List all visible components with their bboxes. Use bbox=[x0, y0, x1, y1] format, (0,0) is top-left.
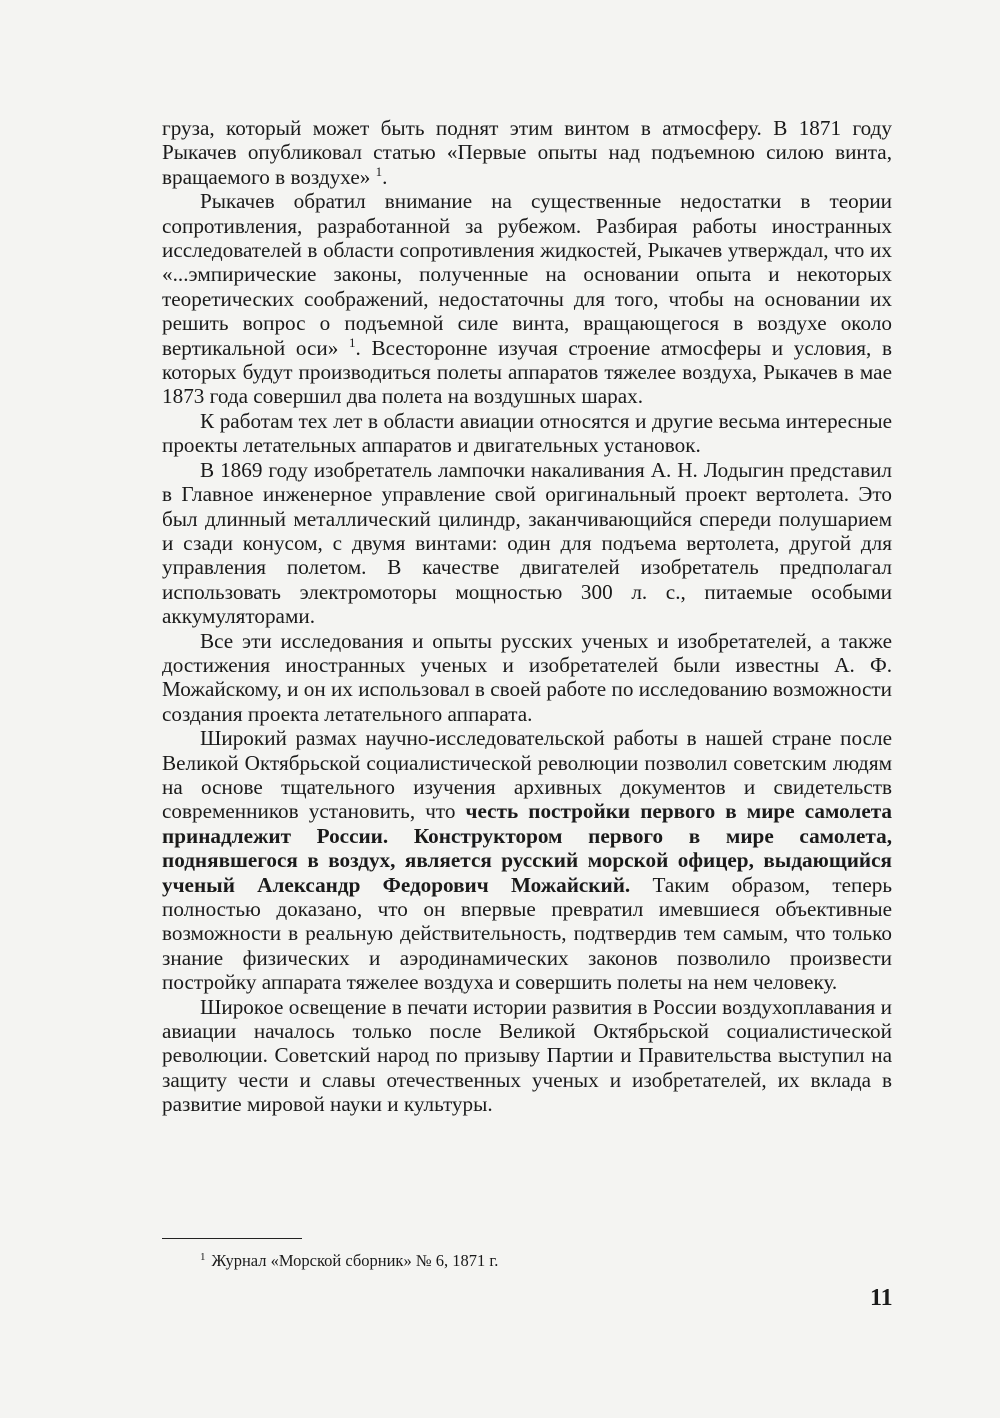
paragraph-1 bbox=[162, 116, 892, 189]
paragraph-6-text-a: Широкий размах научно-исследовательской работы в нашей стране после Великой Октябрьской социалистической революции позволил советским людям на основе тщательного изучения архивных документов и свидетельств современников установить, что bbox=[162, 726, 892, 824]
body-text bbox=[162, 116, 892, 1117]
paragraph-2-text-a: Рыкачев обратил внимание на существенные недостатки в теории сопротивления, разработанной за рубежом. Разбирая работы иностранных исследователей в области сопротивления жидкостей, Рыкачев утверждал, что их «...эмпирические законы, полученные на основании опыта и некоторых теоретических соображений, недостаточны для того, чтобы на основании их решить вопрос о подъемной силе винта, вращающегося в воздухе около вертикальной оси» bbox=[162, 189, 892, 360]
paragraph-3-text: К работам тех лет в области авиации относятся и другие весьма интересные проекты летательных аппаратов и двигательных установок. bbox=[162, 408, 892, 458]
page-number: 11 bbox=[870, 1285, 893, 1311]
paragraph-6 bbox=[162, 726, 892, 994]
paragraph-1-text-a: груза, который может быть поднят этим винтом в атмосферу. В 1871 году Рыкачев опубликовал статью «Первые опыты над подъемною силою винта, вращаемого в воздухе» bbox=[162, 116, 892, 189]
paragraph-7-text: Широкое освещение в печати истории развития в России воздухоплавания и авиации началось только после Великой Октябрьской социалистической революции. Советский народ по призыву Партии и Правительства выступил на защиту чести и славы отечественных ученых и изобретателей, их вклада в развитие мировой науки и культуры. bbox=[162, 994, 892, 1117]
paragraph-2 bbox=[162, 189, 892, 409]
paragraph-2-text-b: . Всесторонне изучая строение атмосферы и условия, в которых будут производиться полеты аппаратов тяжелее воздуха, Рыкачев в мае 1873 года совершил два полета на воздушных шарах. bbox=[162, 335, 892, 409]
footnote bbox=[200, 1251, 498, 1271]
paragraph-5 bbox=[162, 629, 892, 727]
footnote-ref: 1 bbox=[375, 163, 383, 179]
footnote-divider bbox=[162, 1238, 302, 1239]
paragraph-6-text-b: Таким образом, теперь полностью доказано, что он впервые превратил имевшиеся объективные возможности в реальную действительность, подтвердив тем самым, что только знание физических и аэродинамических законов позволило произвести постройку аппарата тяжелее воздуха и совершить полеты на нем человеку. bbox=[162, 872, 892, 995]
paragraph-6-bold: честь постройки первого в мире самолета принадлежит России. Конструктором первого в мире самолета, поднявшегося в воздух, является русский морской офицер, выдающийся ученый Александр Федорович Можайский. bbox=[162, 799, 892, 897]
paragraph-4-text: В 1869 году изобретатель лампочки накаливания А. Н. Лодыгин представил в Главное инженерное управление свой оригинальный проект вертолета. Это был длинный металлический цилиндр, заканчивающийся спереди полушарием и сзади конусом, с двумя винтами: один для подъема вертолета, другой для управления полетом. В качестве двигателей изобретатель предполагал использовать электромоторы мощностью 300 л. с., питаемые особыми аккумуляторами. bbox=[162, 457, 892, 629]
paragraph-4 bbox=[162, 458, 892, 629]
paragraph-7 bbox=[162, 995, 892, 1117]
footnote-ref: 1 bbox=[349, 334, 356, 350]
footnote-marker: 1 bbox=[200, 1250, 206, 1263]
paragraph-1-text-b: . bbox=[382, 164, 388, 189]
paragraph-3 bbox=[162, 409, 892, 458]
footnote-text: Журнал «Морской сборник» № 6, 1871 г. bbox=[211, 1251, 499, 1270]
paragraph-5-text: Все эти исследования и опыты русских ученых и изобретателей, а также достижения иностранных ученых и изобретателей были известны А. Ф. Можайскому, и он их использовал в своей работе по исследованию возможности создания проекта летательного аппарата. bbox=[162, 628, 892, 726]
